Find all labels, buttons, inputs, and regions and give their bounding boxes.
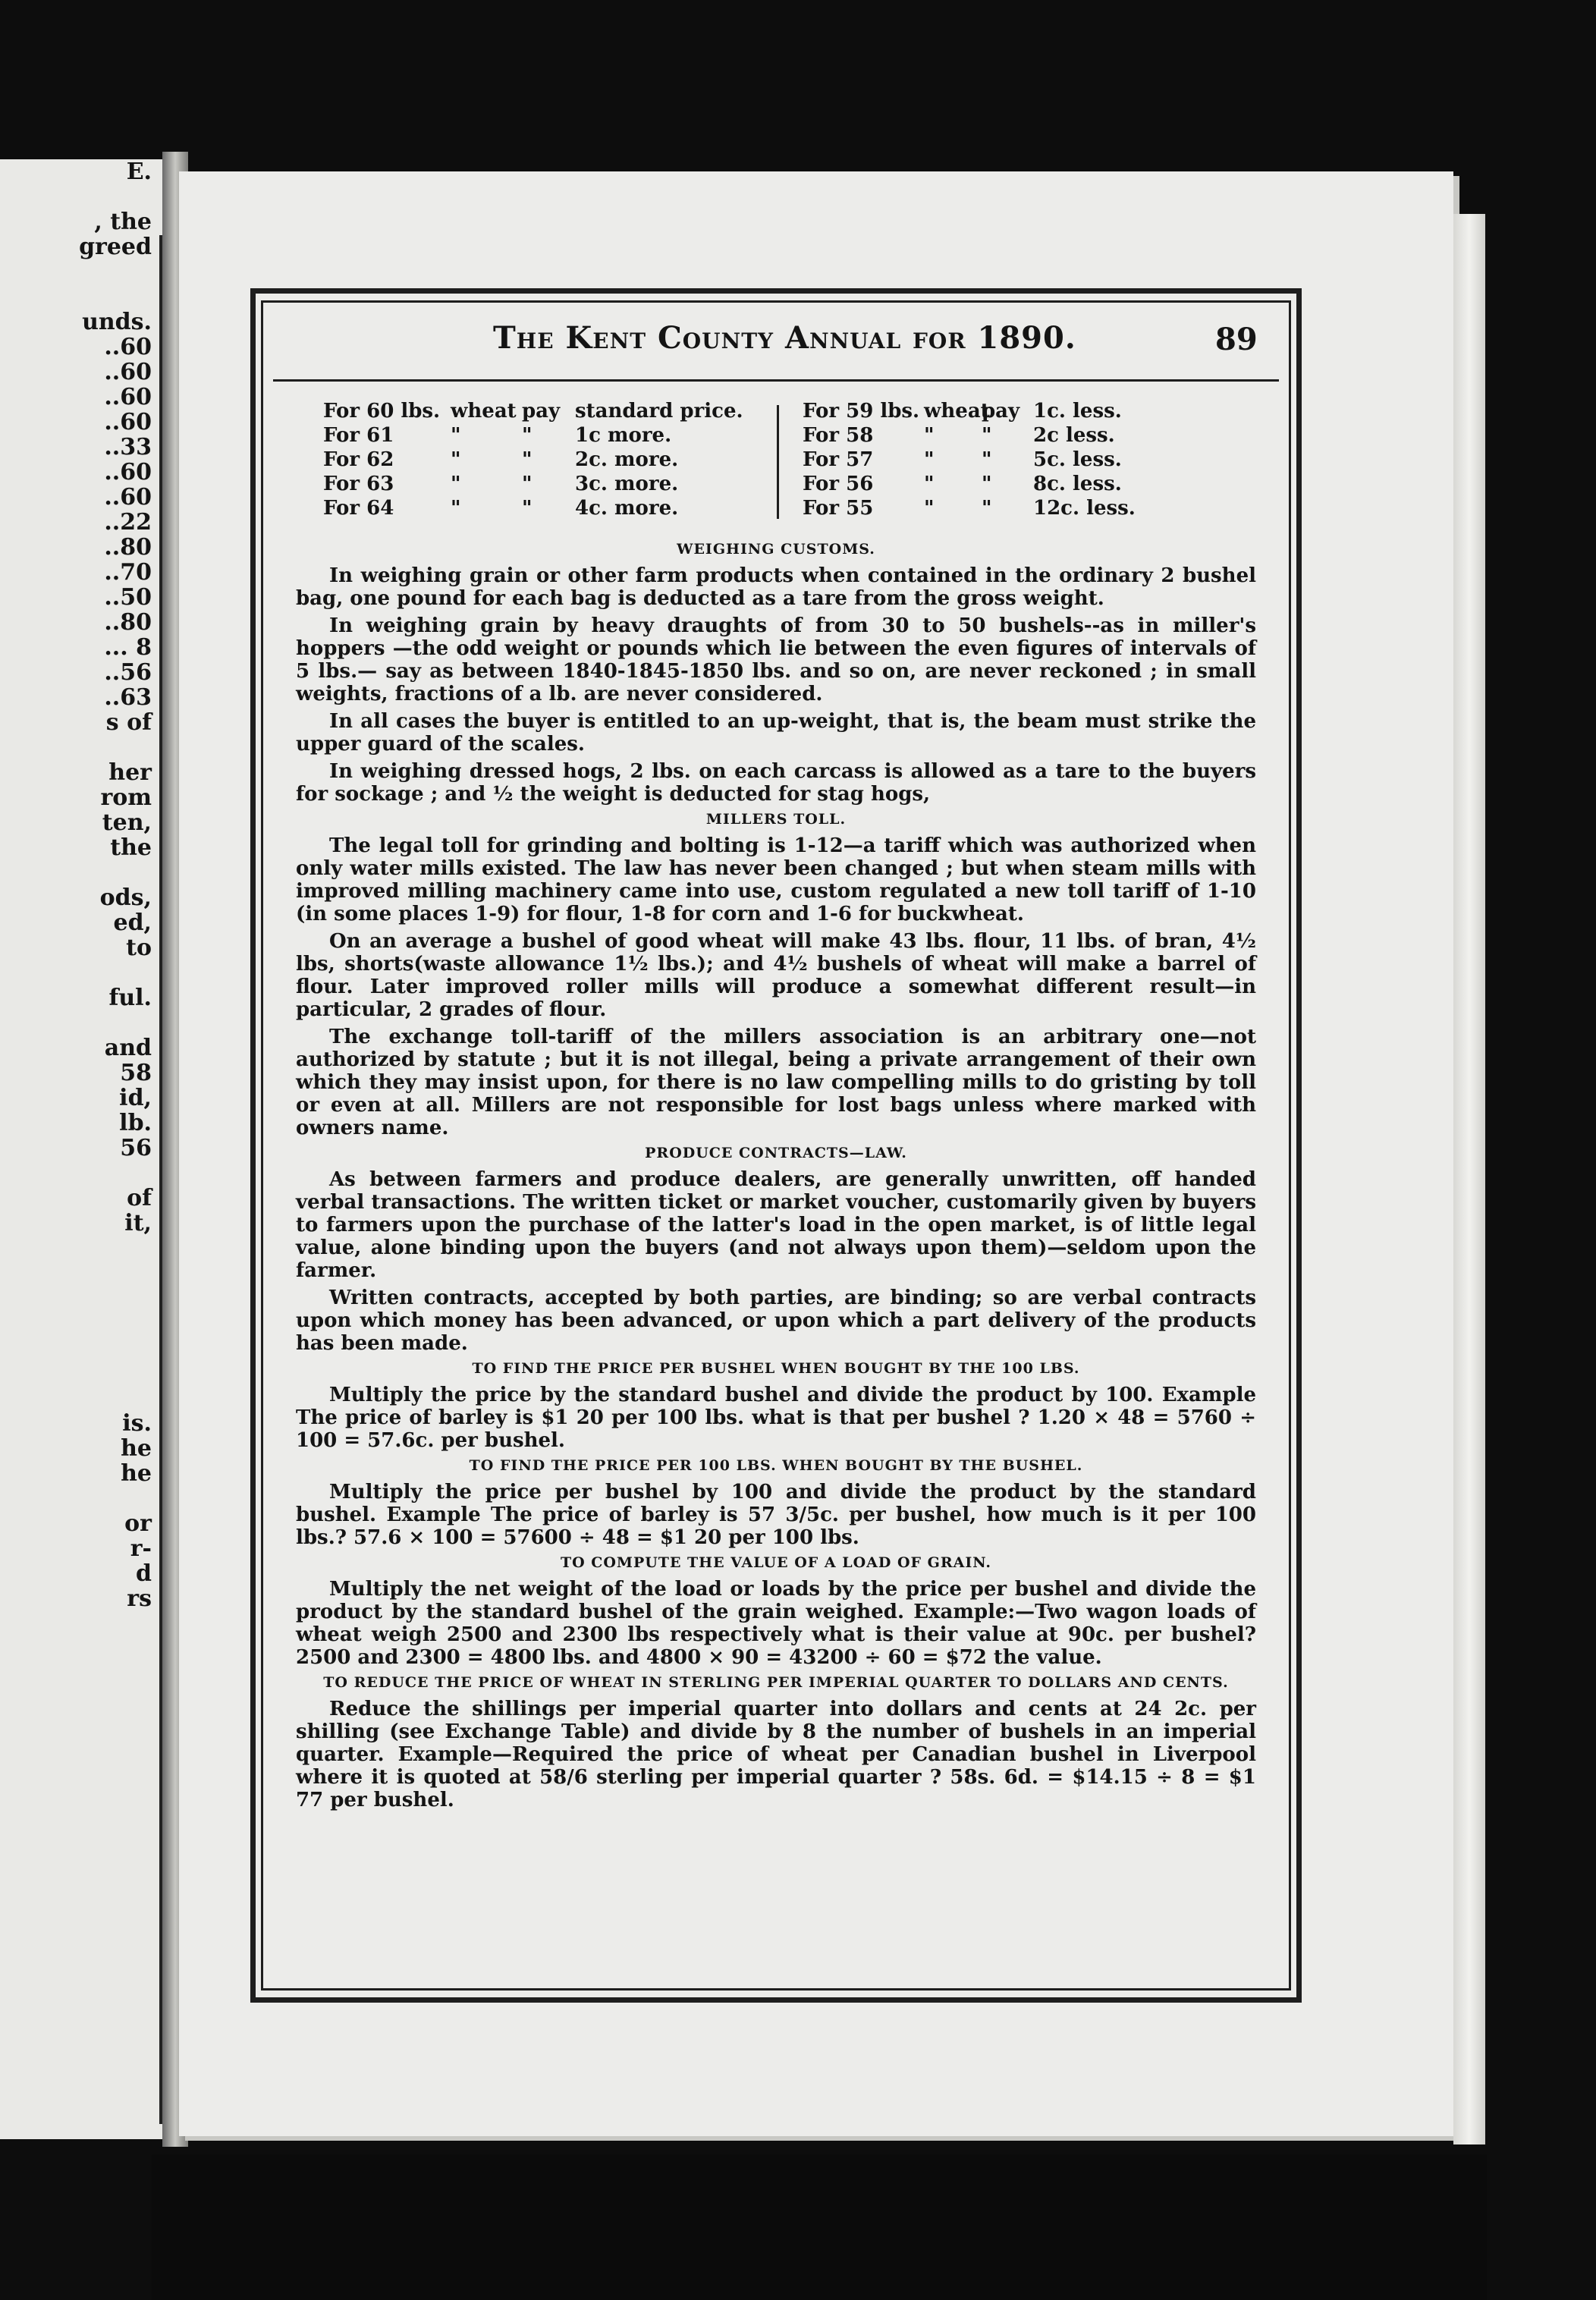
paragraph: In weighing dressed hogs, 2 lbs. on each carcass is allowed as a tare to the buyers for sockage ; and ½ the weight is deducted for stag hogs, [296,760,1256,806]
paragraph: Multiply the net weight of the load or loads by the price per bushel and divide the product by the standard bushel of the grain weighed. Example:—Two wagon loads of wheat weigh 2500 and 2300 lbs respectively what is their value at 90c. per bushel? 2500 and 2300 = 4800 lbs. and 4800 × 90 = 43200 ÷ 60 = $72 the value. [296,1578,1256,1669]
previous-page-fragment: the [110,834,152,861]
price-cell: For 62 [323,448,394,471]
price-table-left-column [323,399,756,520]
price-cell: " [924,424,935,447]
price-row [323,472,756,496]
price-cell: 3c. more. [575,473,679,495]
paragraph: The exchange toll-tariff of the millers association is an arbitrary one—not authorized by statute ; but it is not illegal, being a private arrangement of their own which they may insist upon, for there is no law compelling mills to do gristing by toll or even at all. Millers are not responsible for lost bags unless where marked with owners name. [296,1026,1256,1139]
paragraph: As between farmers and produce dealers, are generally unwritten, off handed verbal transactions. The written ticket or market voucher, customarily given by buyers to farmers upon the purchase of the latter's load in the open market, is of little legal value, alone binding upon the buyers (and not always upon them)—seldom upon the farmer. [296,1168,1256,1282]
previous-page-fragment: E. [126,159,152,185]
price-cell: For 56 [803,473,874,495]
paragraph: Multiply the price per bushel by 100 and divide the product by the standard bushel. Example The price of barley is 57 3/5c. per bushel, how much is it per 100 lbs.? 57.6 × 100 = 57600 ÷ 48 = $1 20 per 100 lbs. [296,1481,1256,1549]
section-heading-load-value: TO COMPUTE THE VALUE OF A LOAD OF GRAIN. [560,1554,992,1571]
previous-page-fragment: ..70 [104,559,152,586]
previous-page-fragment [0,1286,152,1311]
previous-page-fragment: of [127,1185,152,1211]
previous-page-fragment: ..60 [104,459,152,485]
paragraph: In weighing grain by heavy draughts of from 30 to 50 bushels--as in miller's hoppers —the odd weight or pounds which lie between the even figures of intervals of 5 lbs.— say as between 1840-1845-1850 lbs. and so on, are never reckoned ; in small weights, fractions of a lb. are never considered. [296,614,1256,705]
previous-page-fragment: ..60 [104,409,152,435]
section-heading-millers-toll: MILLERS TOLL. [705,811,847,828]
price-cell: " [522,497,533,520]
previous-page-fragment: it, [124,1210,152,1236]
paragraph: Reduce the shillings per imperial quarter into dollars and cents at 24 2c. per shilling (see Exchange Table) and divide by 8 the number of bushels in an imperial quarter. Example—Required the price of wheat per Canadian bushel in Liverpool where it is quoted at 58/6 sterling per imperial quarter ? 58s. 6d. = $14.15 ÷ 8 = $1 77 per bushel. [296,1698,1256,1811]
previous-page-fragment: ed, [113,910,152,936]
price-cell: " [522,473,533,495]
price-cell: " [451,497,461,520]
price-cell: wheat [924,400,990,423]
previous-page-fragment: ..33 [104,434,152,460]
section-heading-sterling: TO REDUCE THE PRICE OF WHEAT IN STERLING PER IMPERIAL QUARTER TO DOLLARS AND CENTS. [323,1674,1229,1691]
previous-page-fragment [0,960,152,985]
previous-page-fragment: ..60 [104,334,152,360]
previous-page-fragment [0,735,152,760]
price-table-right-column [803,399,1167,520]
price-cell: For 61 [323,424,394,447]
previous-page-fragment: ..50 [104,584,152,611]
paragraph: Multiply the price by the standard bushel and divide the product by 100. Example The price of barley is $1 20 per 100 lbs. what is that per bushel ? 1.20 × 48 = 5760 ÷ 100 = 57.6c. per bushel. [296,1384,1256,1452]
price-cell: " [522,424,533,447]
price-row [803,423,1167,448]
previous-page-fragment [0,259,152,284]
previous-page-fragment: ful. [108,985,152,1011]
previous-page-fragment: is. [122,1410,152,1437]
previous-page-fragment [0,1261,152,1286]
page-number: 89 [1215,322,1258,357]
previous-page-fragment [0,1361,152,1386]
previous-page-fragment [0,284,152,309]
price-cell: For 55 [803,497,874,520]
previous-page-fragment: r- [130,1535,152,1562]
running-head [273,311,1279,382]
price-cell: " [982,497,992,520]
price-cell: standard price. [575,400,743,423]
previous-page-fragment: 58 [120,1060,152,1086]
price-row [803,496,1167,520]
previous-page-fragment: ..63 [104,684,152,711]
price-cell: " [982,473,992,495]
price-cell: 2c. more. [575,448,679,471]
price-cell: 5c. less. [1033,448,1122,471]
price-cell: 2c less. [1033,424,1115,447]
previous-page-fragment: lb. [119,1110,152,1136]
article-body [296,537,1256,1816]
previous-page-fragment: or [124,1510,152,1537]
previous-page-fragment [0,1311,152,1336]
price-table-divider [777,405,779,519]
previous-page-fragment: ..56 [104,659,152,686]
price-cell: 12c. less. [1033,497,1136,520]
page-edge [1453,214,1485,2144]
previous-page-fragment: unds. [82,309,152,335]
price-row [323,423,756,448]
running-head-title: The Kent County Annual for 1890. [493,320,1076,356]
price-cell: For 63 [323,473,394,495]
previous-page-fragment: ods, [99,884,152,911]
price-row [323,496,756,520]
paragraph: In weighing grain or other farm products when contained in the ordinary 2 bushel bag, one pound for each bag is deducted as a tare from the gross weight. [296,564,1256,610]
previous-page-fragment: s of [105,709,152,736]
price-cell: " [924,497,935,520]
price-cell: pay [982,400,1020,423]
previous-page-fragment: greed [79,234,152,260]
price-cell: 1c. less. [1033,400,1122,423]
price-cell: pay [522,400,561,423]
previous-page-fragment [0,1236,152,1261]
price-cell: For 64 [323,497,394,520]
price-cell: " [982,448,992,471]
previous-page-fragment [0,1486,152,1511]
price-cell: " [924,473,935,495]
price-row [803,399,1167,423]
price-cell: " [451,448,461,471]
price-cell: For 60 lbs. [323,400,441,423]
price-cell: 8c. less. [1033,473,1122,495]
price-cell: For 58 [803,424,874,447]
previous-page-fragment: he [121,1435,152,1462]
previous-page-fragment: and [104,1035,152,1061]
previous-page-fragment [0,1336,152,1361]
section-heading-price-per-100: TO FIND THE PRICE PER 100 LBS. WHEN BOUGHT BY THE BUSHEL. [469,1457,1083,1474]
price-cell: " [924,448,935,471]
previous-page-fragment: ..60 [104,384,152,410]
previous-page-fragment [0,860,152,885]
paragraph: Written contracts, accepted by both parties, are binding; so are verbal contracts upon which money has been advanced, or upon which a part delivery of the products has been made. [296,1287,1256,1355]
previous-page [0,159,173,2139]
price-cell: For 59 lbs. [803,400,920,423]
price-cell: 1c more. [575,424,672,447]
previous-page-fragment: ..80 [104,609,152,636]
price-cell: 4c. more. [575,497,679,520]
price-cell: " [451,473,461,495]
previous-page-fragment [0,1010,152,1035]
previous-page-fragment: ..80 [104,534,152,561]
previous-page-fragment: her [108,759,152,786]
previous-page-text-fragments [0,159,152,1611]
previous-page-fragment: to [126,935,152,961]
section-heading-weighing-customs: WEIGHING CUSTOMS. [677,541,875,558]
paragraph: The legal toll for grinding and bolting is 1-12—a tariff which was authorized when only water mills existed. The law has never been changed ; but when steam mills with improved milling machinery came into use, custom regulated a new toll tariff of 1-10 (in some places 1-9) for flour, 1-8 for corn and 1-6 for buckwheat. [296,834,1256,925]
previous-page-fragment: id, [119,1085,152,1111]
previous-page-fragment: d [136,1560,152,1587]
scanner-background [152,2154,1487,2300]
previous-page-fragment: rs [127,1585,152,1612]
price-cell: " [982,424,992,447]
previous-page-fragment: ..60 [104,359,152,385]
previous-page-fragment: , the [94,209,152,235]
section-heading-produce-contracts: PRODUCE CONTRACTS—LAW. [645,1145,907,1161]
previous-page-fragment: ..22 [104,509,152,536]
previous-page-fragment: ..60 [104,484,152,511]
paragraph: In all cases the buyer is entitled to an up-weight, that is, the beam must strike the upper guard of the scales. [296,710,1256,756]
previous-page-fragment: ... 8 [104,634,152,661]
price-row [803,448,1167,472]
price-cell: " [451,424,461,447]
wheat-price-table [323,399,1233,528]
previous-page-fragment [0,1161,152,1186]
previous-page-fragment: rom [100,784,152,811]
previous-page-fragment: ten, [102,809,152,836]
section-heading-price-per-bushel: TO FIND THE PRICE PER BUSHEL WHEN BOUGHT BY THE 100 LBS. [472,1360,1080,1377]
price-cell: " [522,448,533,471]
price-cell: For 57 [803,448,874,471]
previous-page-fragment [0,1386,152,1411]
page-content [273,311,1279,1980]
price-row [803,472,1167,496]
price-row [323,399,756,423]
price-row [323,448,756,472]
previous-page-fragment: 56 [120,1135,152,1161]
previous-page-fragment: he [121,1460,152,1487]
previous-page-fragment [0,184,152,209]
paragraph: On an average a bushel of good wheat will make 43 lbs. flour, 11 lbs. of bran, 4½ lbs, shorts(waste allowance 1½ lbs.); and 4½ bushels of wheat will make a barrel of flour. Later improved roller mills will produce a somewhat different result—in particular, 2 grades of flour. [296,930,1256,1021]
price-cell: wheat [451,400,517,423]
